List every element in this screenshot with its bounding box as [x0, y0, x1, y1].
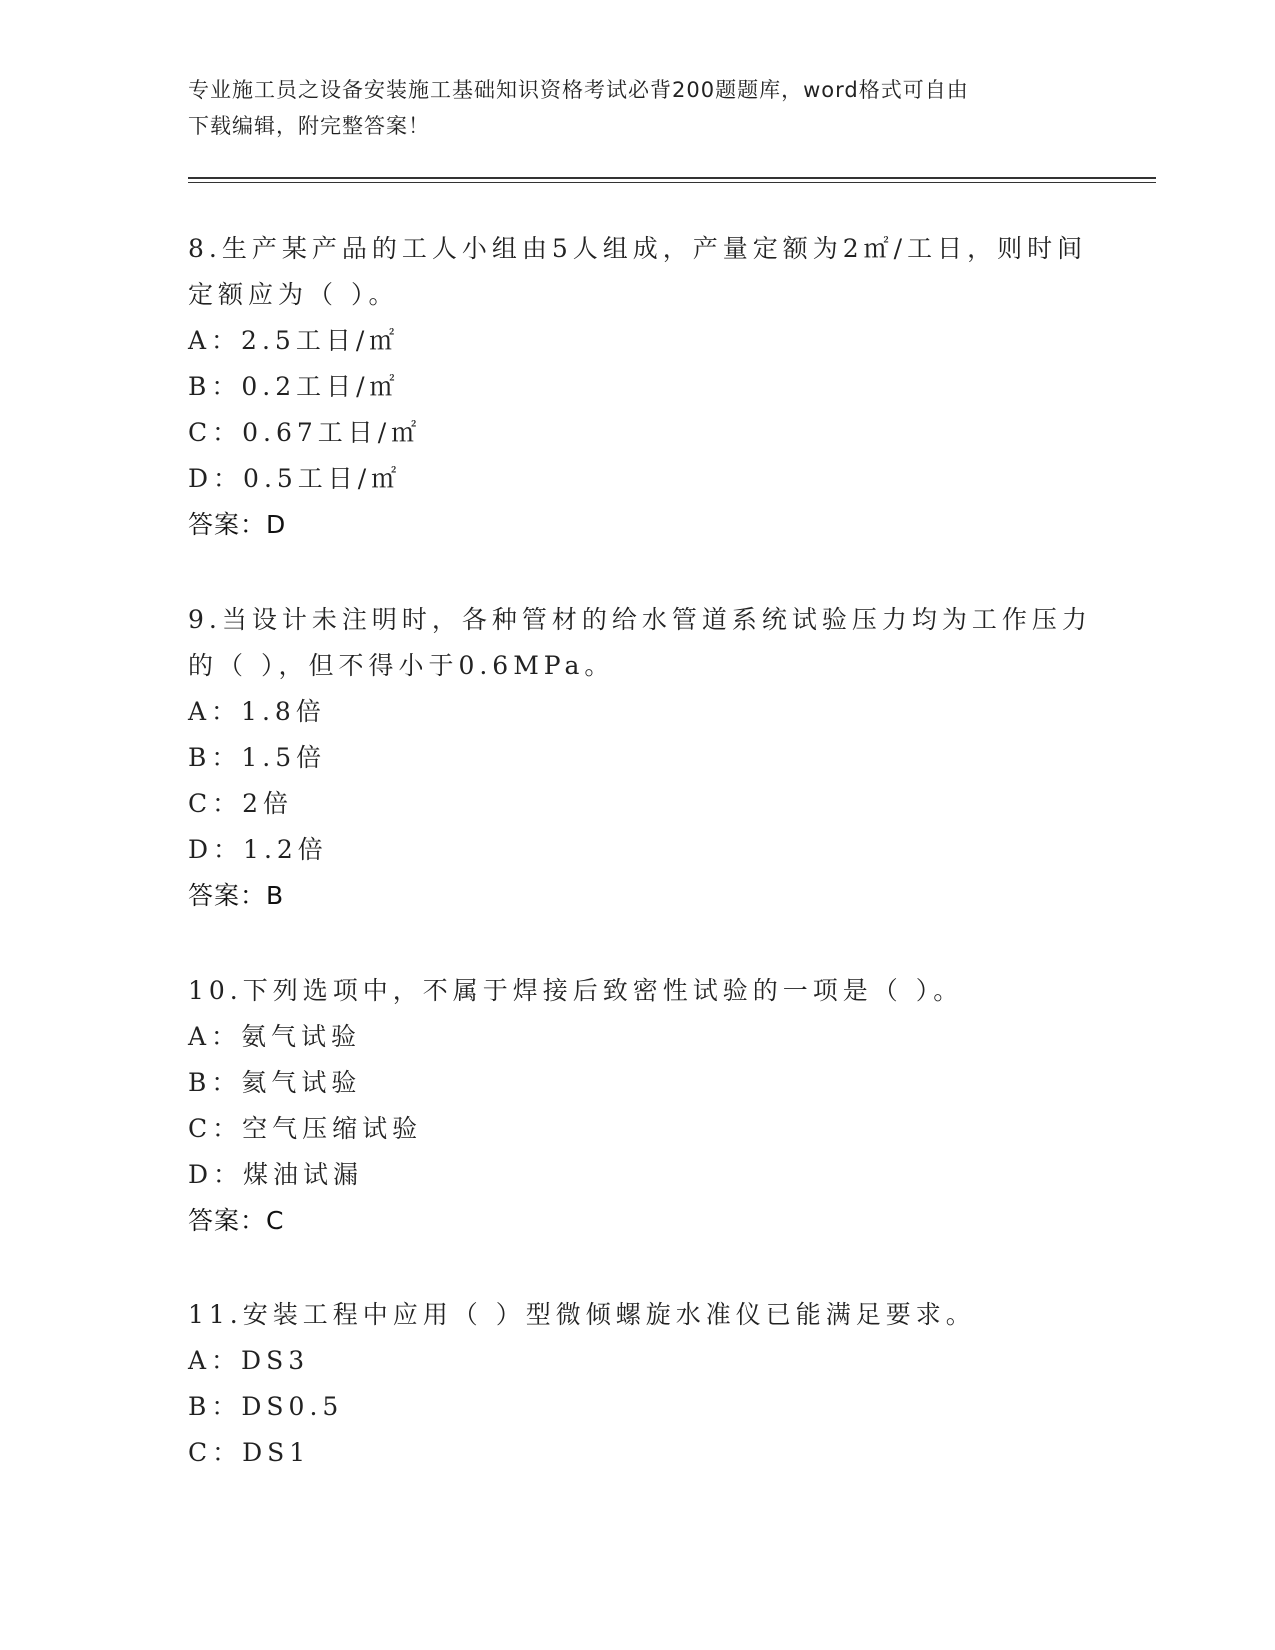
answer: 答案：C: [188, 1206, 285, 1235]
header-line-1: 专业施工员之设备安装施工基础知识资格考试必背200题题库，word格式可自由: [188, 78, 969, 102]
option-b: B：氦气试验: [188, 1068, 362, 1097]
question-stem: 10.下列选项中，不属于焊接后致密性试验的一项是（ ）。: [188, 976, 964, 1005]
question-9: [188, 597, 1092, 919]
option-a: A：2.5工日/㎡: [188, 326, 400, 355]
option-d: D：0.5工日/㎡: [188, 464, 402, 493]
question-stem: 11.安装工程中应用（ ）型微倾螺旋水准仪已能满足要求。: [188, 1300, 976, 1329]
answer: 答案：B: [188, 881, 285, 910]
document-header: [188, 72, 1068, 144]
question-stem: 8.生产某产品的工人小组由5人组成，产量定额为2㎡/工日，则时间: [188, 234, 1088, 263]
answer: 答案：D: [188, 510, 287, 539]
option-a: A：DS3: [188, 1346, 310, 1375]
question-11: [188, 1292, 1088, 1476]
header-divider-thick: [188, 177, 1156, 179]
option-b: B：1.5倍: [188, 743, 327, 772]
option-d: D：1.2倍: [188, 835, 328, 864]
option-d: D：煤油试漏: [188, 1160, 364, 1189]
option-a: A：氨气试验: [188, 1022, 362, 1051]
question-10: [188, 968, 1088, 1244]
option-b: B：DS0.5: [188, 1392, 344, 1421]
option-b: B：0.2工日/㎡: [188, 372, 400, 401]
option-c: C：空气压缩试验: [188, 1114, 423, 1143]
option-c: C：0.67工日/㎡: [188, 418, 422, 447]
header-divider-thin: [188, 182, 1156, 183]
header-line-2: 下载编辑，附完整答案！: [188, 114, 430, 138]
question-8: [188, 226, 1088, 548]
question-stem: 定额应为（ ）。: [188, 280, 399, 309]
option-a: A：1.8倍: [188, 697, 326, 726]
question-stem: 的（ ），但不得小于0.6MPa。: [188, 651, 615, 680]
option-c: C：2倍: [188, 789, 294, 818]
question-stem: 9.当设计未注明时，各种管材的给水管道系统试验压力均为工作压力: [188, 605, 1092, 634]
option-c: C：DS1: [188, 1438, 311, 1467]
